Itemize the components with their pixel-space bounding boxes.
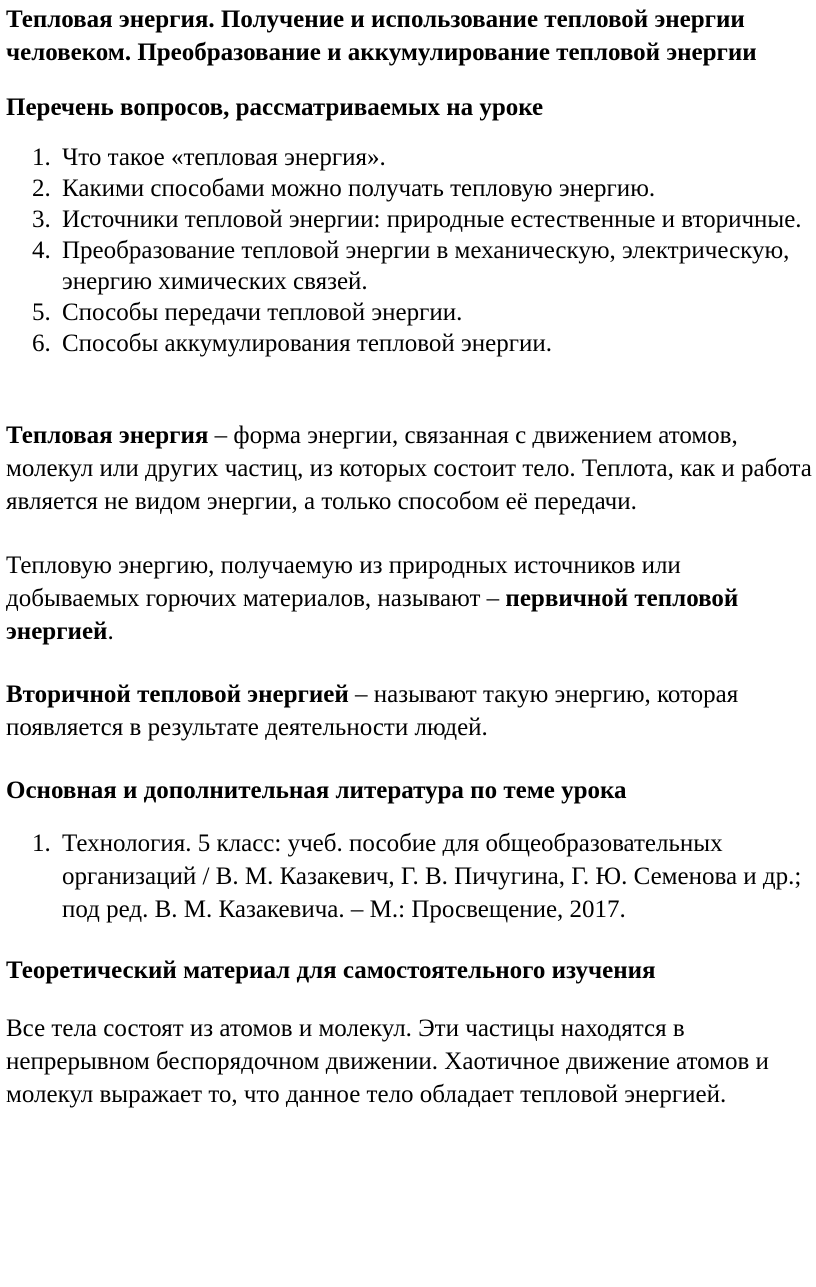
definition-text: – форма энергии, связанная с движением атомов, молекул или других частиц, из которых состоит тело. Теплота, как и работа является не видом энергии, а только способом её передачи. [6, 422, 812, 515]
theory-paragraph: Все тела состоят из атомов и молекул. Эти частицы находятся в непрерывном беспорядочном движении. Хаотичное движение атомов и молекул выражает то, что данное тело обладает тепловой энергией. [6, 1015, 769, 1108]
list-item [6, 142, 812, 173]
definition-text: – называют такую энергию, которая появляется в результате деятельности людей. [6, 681, 739, 741]
list-item-number: 2. [32, 175, 51, 202]
list-item [6, 173, 812, 204]
definition-term: Тепловая энергия [6, 422, 209, 449]
list-item-text: Что такое «тепловая энергия». [62, 144, 386, 171]
list-item-text: Способы передачи тепловой энергии. [62, 299, 463, 326]
questions-list [6, 142, 812, 359]
literature-heading: Основная и дополнительная литература по теме урока [6, 777, 627, 804]
list-item-text: Преобразование тепловой энергии в механическую, электрическую, энергию химических связей. [62, 237, 790, 295]
list-item-number: 1. [32, 144, 51, 171]
list-item-number: 5. [32, 299, 51, 326]
list-item-text: Способы аккумулирования тепловой энергии. [62, 330, 553, 357]
thermal-energy-definition [6, 419, 812, 518]
document-title: Тепловая энергия. Получение и использование тепловой энергии человеком. Преобразование и аккумулирование тепловой энергии [6, 6, 757, 66]
list-item-number: 4. [32, 237, 51, 264]
list-item [6, 827, 812, 926]
secondary-energy-definition [6, 678, 812, 744]
list-item [6, 204, 812, 235]
list-item [6, 328, 812, 359]
list-item [6, 235, 812, 297]
theory-heading: Теоретический материал для самостоятельного изучения [6, 957, 656, 984]
list-item-text: Источники тепловой энергии: природные естественные и вторичные. [62, 206, 802, 233]
definition-end: . [107, 618, 114, 645]
list-item [6, 297, 812, 328]
primary-energy-definition [6, 549, 812, 648]
list-item-number: 1. [32, 830, 51, 857]
list-item-text: Технология. 5 класс: учеб. пособие для общеобразовательных организаций / В. М. Казакевич, Г. В. Пичугина, Г. Ю. Семенова и др.; под ред. В. М. Казакевича. – М.: Просвещение, 2017. [62, 830, 802, 923]
literature-list [6, 827, 812, 926]
list-item-number: 6. [32, 330, 51, 357]
definition-term: первичной тепловой энергией [6, 585, 739, 645]
definition-term: Вторичной тепловой энергией [6, 681, 349, 708]
list-item-number: 3. [32, 206, 51, 233]
definition-text: Тепловую энергию, получаемую из природных источников или добываемых горючих материалов, называют – [6, 552, 681, 612]
list-item-text: Какими способами можно получать тепловую энергию. [62, 175, 656, 202]
questions-heading: Перечень вопросов, рассматриваемых на уроке [6, 94, 544, 121]
document-page [6, 0, 812, 1111]
